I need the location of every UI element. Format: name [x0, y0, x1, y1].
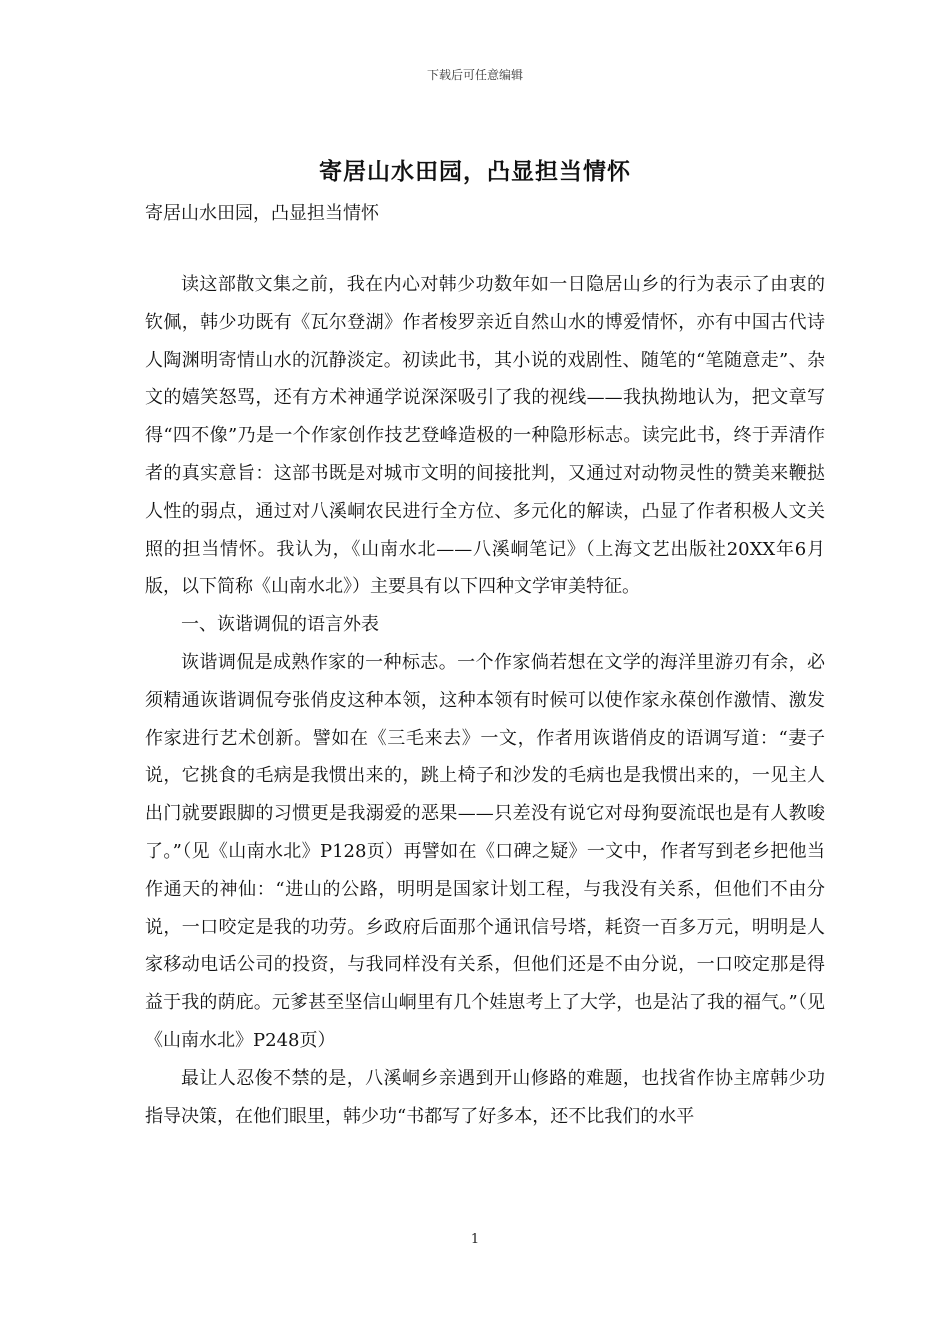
paragraph-intro: 读这部散文集之前，我在内心对韩少功数年如一日隐居山乡的行为表示了由衷的钦佩，韩少功既有《瓦尔登湖》作者梭罗亲近自然山水的博爱情怀，亦有中国古代诗人陶渊明寄情山水的沉静淡定。初读此书，其小说的戏剧性、随笔的“笔随意走”、杂文的嬉笑怒骂，还有方术神通学说深深吸引了我的视线——我执拗地认为，把文章写得“四不像”乃是一个作家创作技艺登峰造极的一种隐形标志。读完此书，终于弄清作者的真实意旨：这部书既是对城市文明的间接批判，又通过对动物灵性的赞美来鞭挞人性的弱点，通过对八溪峒农民进行全方位、多元化的解读，凸显了作者积极人文关照的担当情怀。我认为，《山南水北——八溪峒笔记》（上海文艺出版社20XX年6月版，以下简称《山南水北》）主要具有以下四种文学审美特征。 — [145, 274, 825, 598]
document-title: 寄居山水田园，凸显担当情怀 — [319, 159, 631, 185]
section-heading-1: 一、诙谐调侃的语言外表 — [181, 614, 379, 636]
header-note: 下载后可任意编辑 — [426, 68, 523, 82]
page-number: 1 — [470, 1232, 480, 1247]
document-body — [145, 266, 825, 1135]
paragraph-continued: 最让人忍俊不禁的是，八溪峒乡亲遇到开山修路的难题，也找省作协主席韩少功指导决策，在他们眼里，韩少功“书都写了好多本，还不比我们的水平 — [145, 1067, 825, 1127]
paragraph-section-1: 诙谐调侃是成熟作家的一种标志。一个作家倘若想在文学的海洋里游刃有余，必须精通诙谐调侃夸张俏皮这种本领，这种本领有时候可以使作家永葆创作激情、激发作家进行艺术创新。譬如在《三毛来去》一文，作者用诙谐俏皮的语调写道：“妻子说，它挑食的毛病是我惯出来的，跳上椅子和沙发的毛病也是我惯出来的，一见主人出门就要跟脚的习惯更是我溺爱的恶果——只差没有说它对母狗耍流氓也是有人教唆了。”（见《山南水北》P128页）再譬如在《口碑之疑》一文中，作者写到老乡把他当作通天的神仙：“进山的公路，明明是国家计划工程，与我没有关系，但他们不由分说，一口咬定是我的功劳。乡政府后面那个通讯信号塔，耗资一百多万元，明明是人家移动电话公司的投资，与我同样没有关系，但他们还是不由分说，一口咬定那是得益于我的荫庇。元爹甚至坚信山峒里有几个娃崽考上了大学，也是沾了我的福气。”（见《山南水北》P248页） — [145, 651, 825, 1051]
document-subtitle: 寄居山水田园，凸显担当情怀 — [145, 203, 379, 224]
